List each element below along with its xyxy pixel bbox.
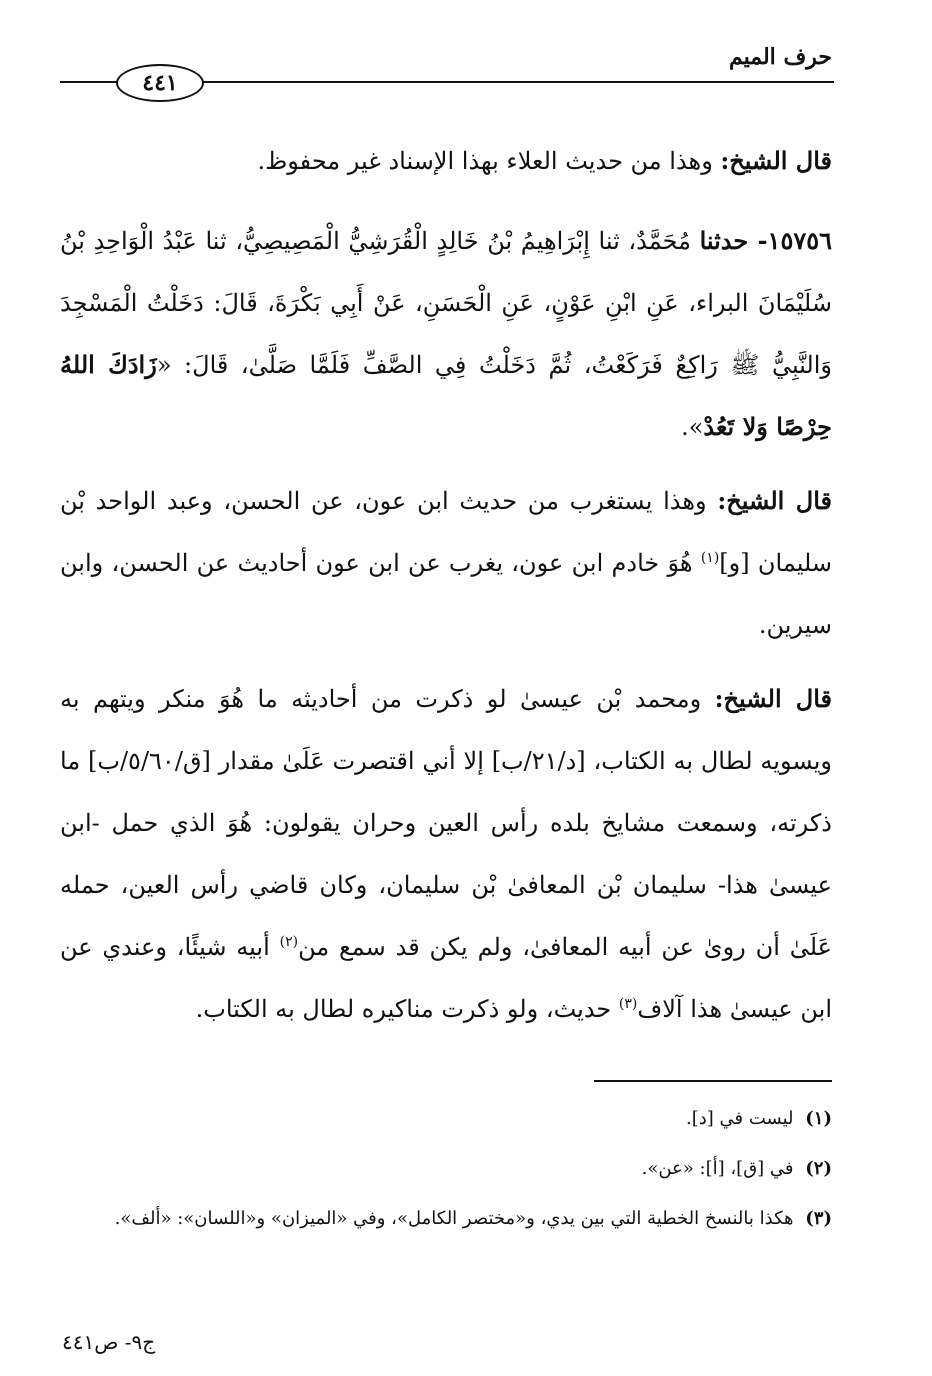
paragraph-3 [60, 470, 832, 656]
volume-page-reference: ج٩- ص٤٤١ [62, 1330, 156, 1354]
paragraph-2-text: مُحَمَّدٌ، ثنا إِبْرَاهِيمُ بْنُ خَالِدٍ الْقُرَشِيُّ الْمَصِيصِيُّ، ثنا عَبْدُ الْوَاحِدِ بْنُ سُلَيْمَانَ البراء، عَنِ ابْنِ عَوْنٍ، عَنِ الْحَسَنِ، عَنْ أَبِي بَكْرَةَ، قَالَ: دَخَلْتُ الْمَسْجِدَ وَالنَّبِيُّ ﷺ رَاكِعٌ فَرَكَعْتُ، ثُمَّ دَخَلْتُ فِي الصَّفِّ فَلَمَّا صَلَّىٰ، قَالَ: « [60, 227, 832, 379]
paragraph-1-lead: قال الشيخ: [720, 146, 832, 175]
paragraph-4-text-end: حديث، ولو ذكرت مناكيره لطال به الكتاب. [195, 995, 619, 1023]
footnote-item [60, 1194, 832, 1244]
paragraph-2 [60, 210, 832, 458]
footnote-ref-1: (١) [700, 550, 720, 566]
chapter-title: حرف الميم [728, 44, 832, 70]
paragraph-4-text-cont: أبيه شيئًا، وعندي عن ابن عيسىٰ هذا آلاف [60, 933, 832, 1023]
paragraph-3-lead: قال الشيخ: [717, 486, 832, 515]
footnote-rule [594, 1080, 832, 1082]
paragraph-4-lead: قال الشيخ: [714, 684, 832, 713]
paragraph-4 [60, 668, 832, 1040]
paragraph-3-text-cont: هُوَ خادم ابن عون، يغرب عن ابن عون أحاديث عن الحسن، وابن سيرين. [60, 549, 832, 639]
hadith-number-lead: ١٥٧٥٦- حدثنا [699, 226, 832, 255]
paragraph-4-text: ومحمد بْن عيسىٰ لو ذكرت من أحاديثه ما هُوَ منكر ويتهم به ويسويه لطال به الكتاب، [د/٢١/ب] إلا أني اقتصرت عَلَىٰ مقدار [ق/٥/٦٠/ب] ما ذكرته، وسمعت مشايخ بلده رأس العين وحران يقولون: هُوَ الذي حمل -ابن عيسىٰ هذا- سليمان بْن المعافىٰ بْن سليمان، وكان قاضي رأس العين، حمله عَلَىٰ أن روىٰ عن أبيه المعافىٰ، ولم يكن قد سمع من [60, 685, 833, 961]
footnote-number: (٣) [805, 1208, 832, 1229]
footnote-ref-2: (٢) [279, 934, 299, 950]
paragraph-3-text: وهذا يستغرب من حديث ابن عون، عن الحسن، وعبد الواحد بْن سليمان [و] [60, 487, 832, 577]
footnote-item [60, 1094, 832, 1144]
footnotes [60, 1094, 832, 1244]
footnote-ref-3: (٣) [618, 996, 638, 1012]
page-number: ٤٤١ [142, 70, 178, 96]
paragraph-1 [60, 130, 832, 192]
footnote-number: (١) [805, 1108, 832, 1129]
footnote-number: (٢) [805, 1158, 832, 1179]
footnote-text: ليست في [د]. [686, 1108, 794, 1129]
hadith-quote: زَادَكَ اللهُ حِرْصًا وَلا تَعُدْ [60, 350, 832, 441]
paragraph-2-end: ». [681, 413, 704, 441]
paragraph-1-text: وهذا من حديث العلاء بهذا الإسناد غير محفوظ. [257, 147, 721, 175]
main-text [60, 130, 832, 1052]
footnote-item [60, 1144, 832, 1194]
footnote-text: هكذا بالنسخ الخطية التي بين يدي، و«مختصر الكامل»، وفي «الميزان» و«اللسان»: «ألف». [114, 1208, 794, 1229]
footnote-text: في [ق]، [أ]: «عن». [641, 1158, 794, 1179]
page-number-badge [116, 64, 204, 102]
